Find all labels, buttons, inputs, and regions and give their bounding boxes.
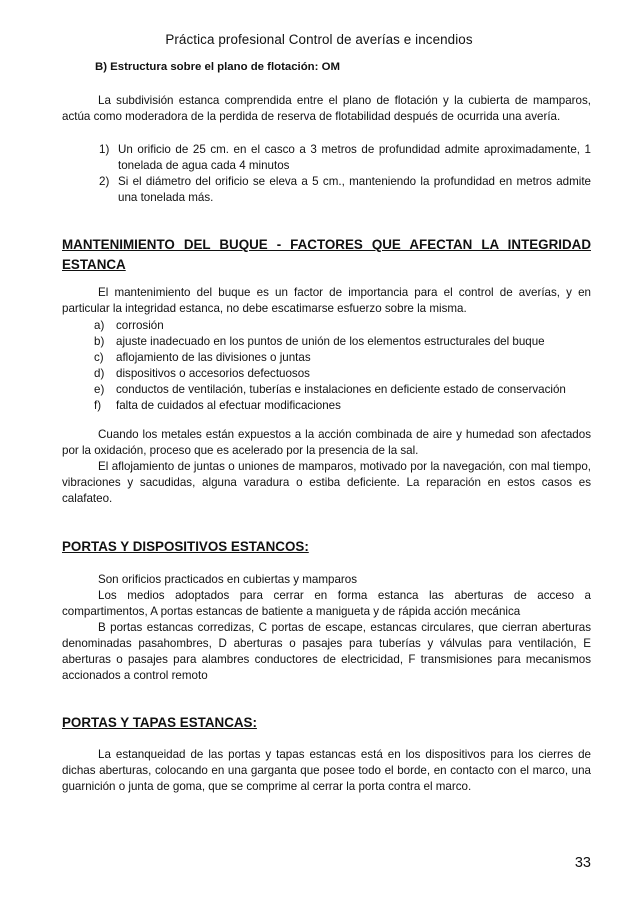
portas-dispositivos-heading: PORTAS Y DISPOSITIVOS ESTANCOS: (62, 539, 309, 554)
list-item (94, 318, 591, 334)
list-item (94, 350, 591, 366)
list-item-letter: f) (94, 399, 102, 412)
page-number: 33 (574, 855, 591, 871)
page-header: Práctica profesional Control de averías e incendios (165, 32, 473, 47)
list-item-text: falta de cuidados al efectuar modificaciones (116, 399, 341, 412)
portas-tapas-heading: PORTAS Y TAPAS ESTANCAS: (62, 715, 257, 730)
mantenimiento-heading: MANTENIMIENTO DEL BUQUE - FACTORES QUE AFECTAN LA INTEGRIDAD ESTANCA (62, 237, 591, 272)
list-item-number: 1) (99, 143, 110, 156)
oxidation-paragraph: Cuando los metales están expuestos a la acción combinada de aire y humedad son afectados por la oxidación, proceso que es acelerado por la presencia de la sal. (62, 428, 591, 457)
list-item (94, 398, 591, 414)
portas-tapas-paragraph: La estanqueidad de las portas y tapas estancas está en los dispositivos para los cierres de dichas aberturas, colocando en una garganta que posee todo el borde, en contacto con el marco, una guarnición o junta de goma, que se comprime al cerrar la porta contra el marco. (62, 748, 591, 793)
list-item-text: dispositivos o accesorios defectuosos (116, 367, 310, 380)
list-item (94, 334, 591, 350)
list-item (94, 366, 591, 382)
section-b-list (99, 142, 591, 206)
list-item (99, 142, 591, 174)
list-item (99, 174, 591, 206)
mantenimiento-intro: El mantenimiento del buque es un factor de importancia para el control de averías, y en particular la integridad estanca, no debe escatimarse esfuerzo sobre la misma. (62, 286, 591, 315)
list-item-number: 2) (99, 175, 110, 188)
section-b-paragraph: La subdivisión estanca comprendida entre el plano de flotación y la cubierta de mamparos, actúa como moderadora de la perdida de reserva de flotabilidad después de ocurrida una avería. (62, 94, 591, 123)
list-item-letter: d) (94, 367, 105, 380)
list-item-letter: e) (94, 383, 105, 396)
portas-dispositivos-para1: Los medios adoptados para cerrar en forma estanca las aberturas de acceso a compartimentos, A portas estancas de batiente a manigueta y de rápida acción mecánica (62, 589, 591, 618)
list-item-letter: c) (94, 351, 104, 364)
portas-dispositivos-para2: B portas estancas corredizas, C portas de escape, estancas circulares, que cierran aberturas denominadas pasahombres, D aberturas o pasajes para tuberías y válvulas para ventilación, E aberturas o pasajes para alambres conductores de electricidad, F transmisiones para mecanismos accionados a control remoto (62, 621, 591, 682)
list-item-text: Si el diámetro del orificio se eleva a 5 cm., manteniendo la profundidad en metros admite una tonelada más. (118, 175, 591, 204)
list-item-text: conductos de ventilación, tuberías e instalaciones en deficiente estado de conservación (116, 383, 566, 396)
list-item-text: ajuste inadecuado en los puntos de unión de los elementos estructurales del buque (116, 335, 545, 348)
list-item-text: Un orificio de 25 cm. en el casco a 3 metros de profundidad admite aproximadamente, 1 tonelada de agua cada 4 minutos (118, 143, 591, 172)
list-item (94, 382, 591, 398)
portas-dispositivos-line1: Son orificios practicados en cubiertas y mamparos (98, 573, 358, 586)
list-item-text: aflojamiento de las divisiones o juntas (116, 351, 311, 364)
list-item-letter: a) (94, 319, 105, 332)
joints-paragraph: El aflojamiento de juntas o uniones de mamparos, motivado por la navegación, con mal tiempo, vibraciones y sacudidas, alguna varadura o estiba deficiente. La reparación en estos casos es calafateo. (62, 460, 591, 505)
list-item-letter: b) (94, 335, 105, 348)
section-b-heading: B) Estructura sobre el plano de flotación: OM (95, 61, 340, 73)
factors-list (94, 318, 591, 414)
list-item-text: corrosión (116, 319, 164, 332)
